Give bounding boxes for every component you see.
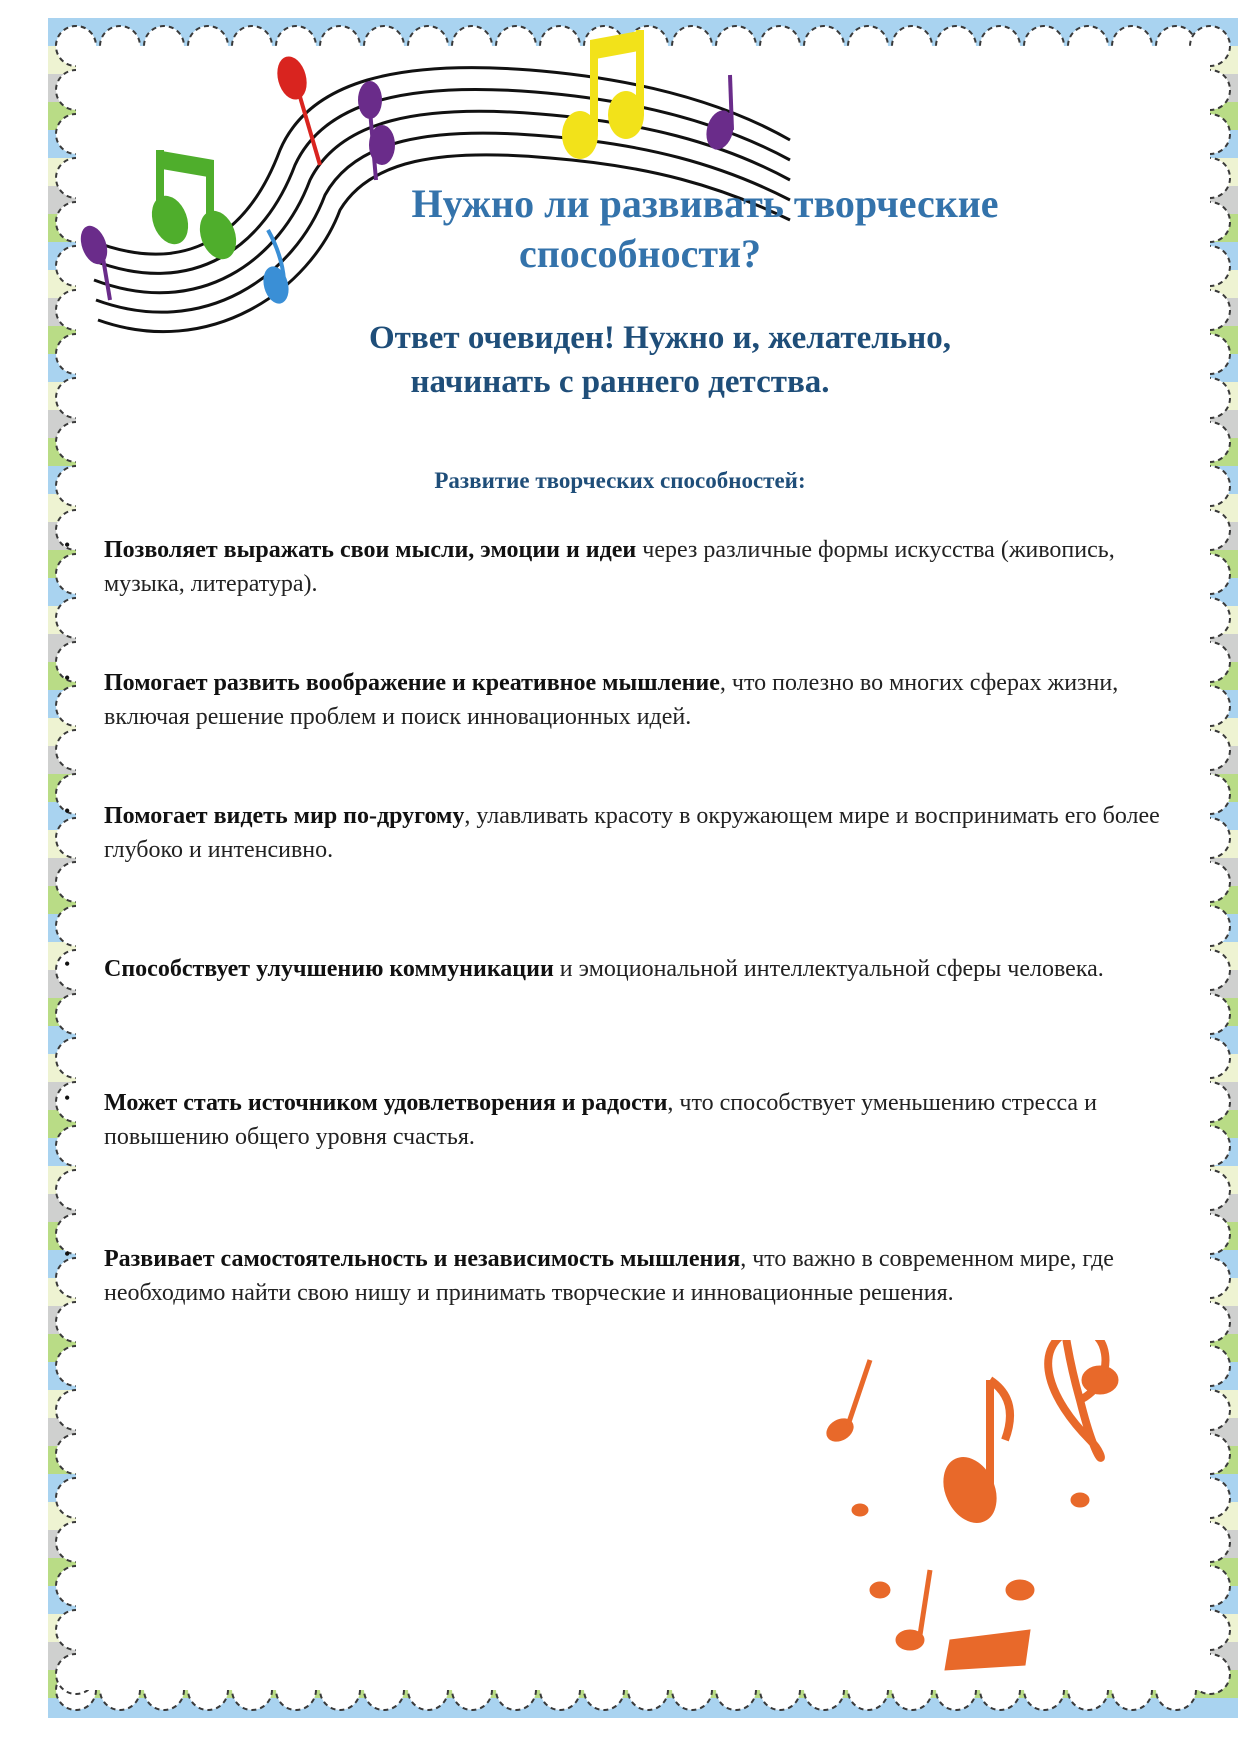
bullet-icon: • xyxy=(64,1244,71,1264)
bullet-icon: • xyxy=(64,1088,71,1108)
subtitle-line-2: начинать с раннего детства. xyxy=(410,364,830,400)
bullet-icon: • xyxy=(64,668,71,688)
list-item-text xyxy=(104,1086,1164,1154)
list-item-rest: , что важно в современном мире, где необходимо найти свою нишу и принимать творческие и инновационные решения. xyxy=(104,1246,1114,1306)
list-item-rest: через различные формы искусства (живопись, музыка, литература). xyxy=(104,537,1115,597)
list-item-rest: и эмоциональной интеллектуальной сферы человека. xyxy=(553,956,1104,982)
list-item-rest: , улавливать красоту в окружающем мире и воспринимать его более глубоко и интенсивно. xyxy=(104,803,1160,863)
section-heading: Развитие творческих способностей: xyxy=(434,468,806,493)
list-item-rest: , что полезно во многих сферах жизни, включая решение проблем и поиск инновационных идей. xyxy=(104,670,1119,730)
list-item-bold: Может стать источником удовлетворения и радости xyxy=(104,1090,668,1116)
list-item-text xyxy=(104,666,1164,734)
list-item-bold: Помогает видеть мир по-другому xyxy=(104,803,465,829)
page-title-line-1: Нужно ли развивать творческие xyxy=(411,181,999,226)
bullet-icon: • xyxy=(64,535,71,555)
list-item-text xyxy=(104,952,1164,986)
bullet-icon: • xyxy=(64,801,71,821)
list-item-bold: Помогает развить воображение и креативное мышление xyxy=(104,670,720,696)
list-item-text xyxy=(104,533,1164,601)
bullet-icon: • xyxy=(64,954,71,974)
subtitle-line-1: Ответ очевиден! Нужно и, желательно, xyxy=(369,320,951,356)
list-item-rest: , что способствует уменьшению стресса и повышению общего уровня счастья. xyxy=(104,1090,1097,1150)
list-item-bold: Позволяет выражать свои мысли, эмоции и идеи xyxy=(104,537,637,563)
list-item-text xyxy=(104,1242,1164,1310)
page-title-line-2: способности? xyxy=(518,231,762,276)
list-item-text xyxy=(104,799,1164,867)
list-item-bold: Развивает самостоятельность и независимость мышления xyxy=(104,1246,741,1272)
music-notes-corner-illustration xyxy=(780,1340,1200,1720)
list-item-bold: Способствует улучшению коммуникации xyxy=(104,956,554,982)
